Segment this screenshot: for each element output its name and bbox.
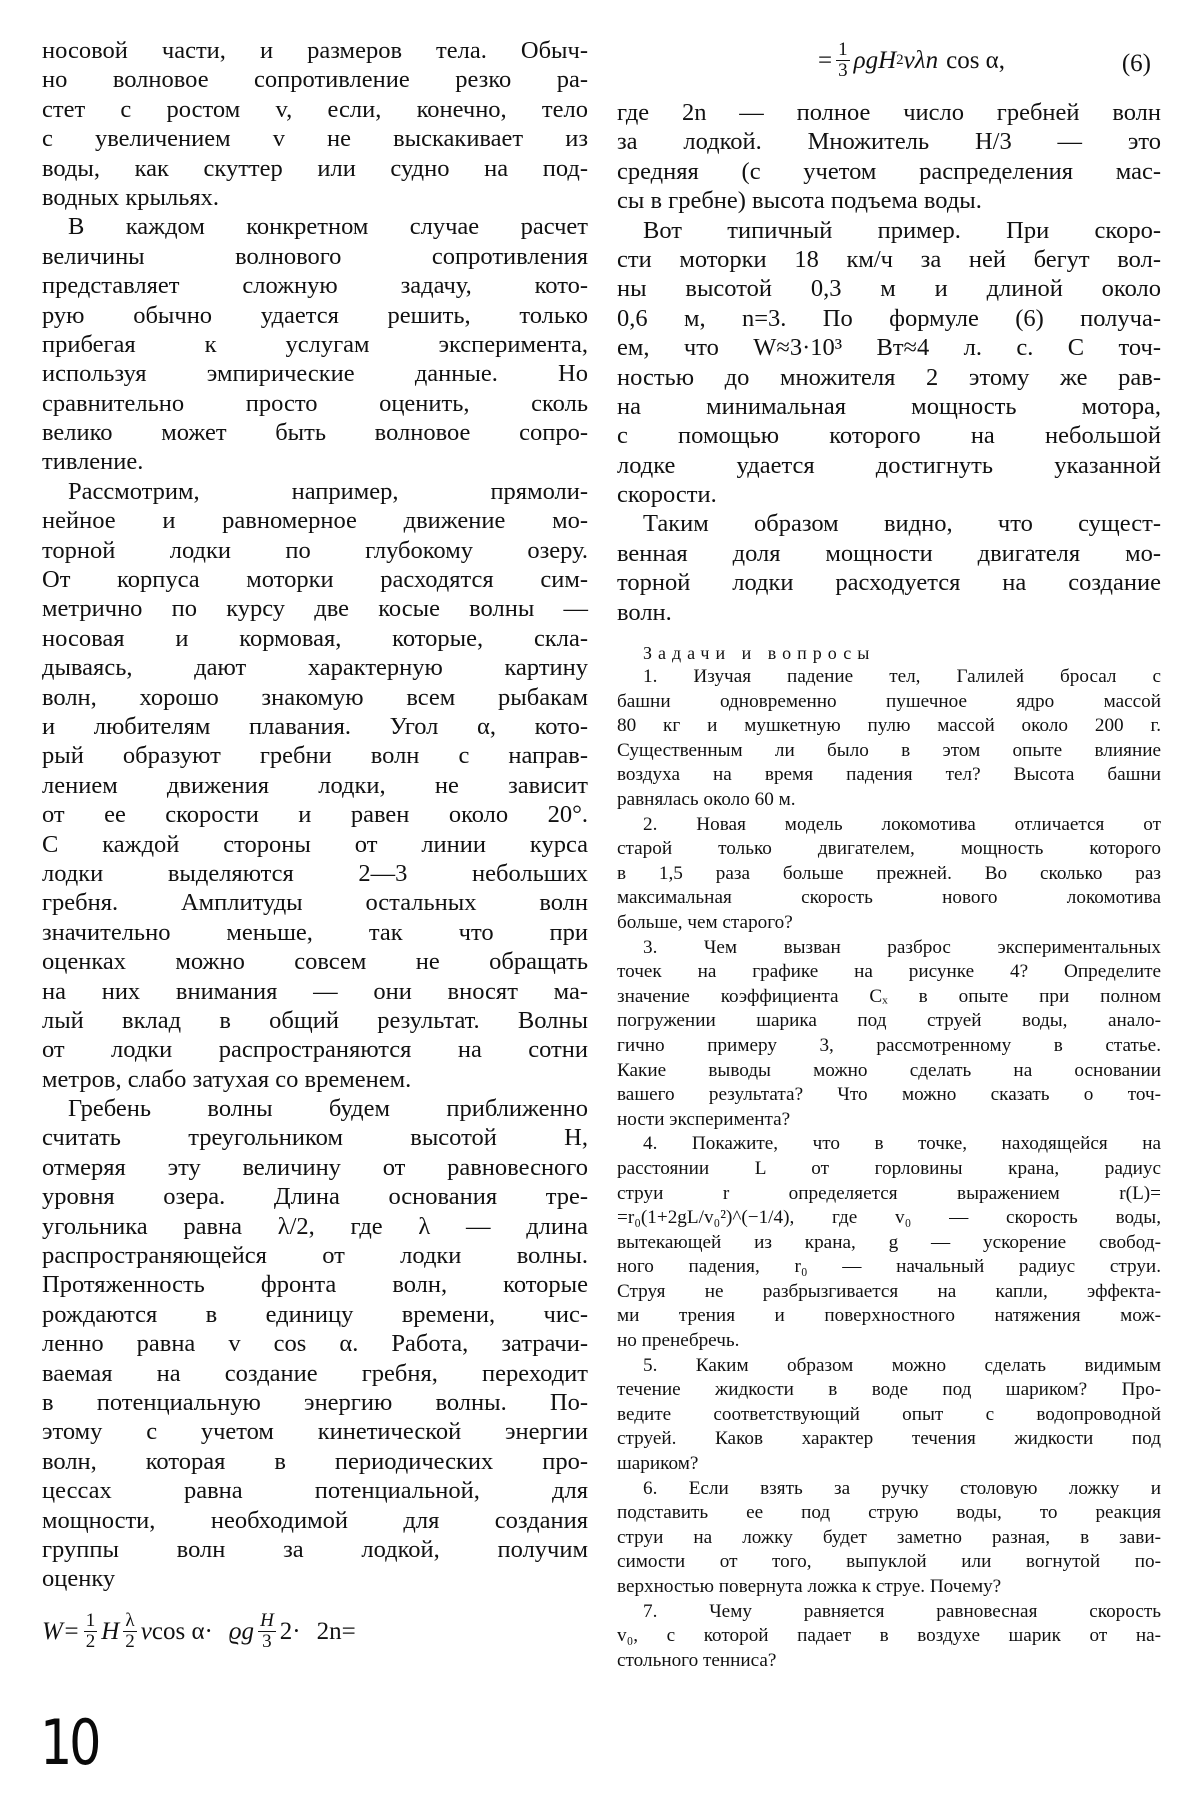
text-line: волн, хорошо знакомую всем рыбакам [42, 683, 588, 711]
task-line: струей. Каков характер течения жидкости под [617, 1428, 1161, 1450]
text-line: от лодки распространяются на сотни [42, 1036, 588, 1064]
text-line: воды, как скуттер или судно на под- [42, 154, 588, 182]
eq6-square: 2 [896, 52, 904, 68]
text-line: стет с ростом v, если, конечно, тело [42, 95, 588, 123]
task-item [617, 1477, 1161, 1600]
text-line: От корпуса моторки расходятся сим- [42, 566, 588, 594]
text-line: средняя (с учетом распределения мас- [617, 157, 1161, 185]
text-line: волн. [617, 598, 672, 626]
right-body-text [617, 98, 1161, 627]
paragraph [617, 98, 1161, 216]
task-line: струи r определяется выражением r(L)= [617, 1182, 1161, 1204]
task-line: значение коэффициента Cₓ в опыте при полном [617, 985, 1161, 1007]
text-line: оценках можно совсем не обращать [42, 948, 588, 976]
tasks-list [617, 665, 1161, 1673]
text-line: велико может быть волновое сопро- [42, 419, 588, 447]
text-line: рую обычно удается решить, только [42, 301, 588, 329]
text-line: метров, слабо затухая со временем. [42, 1065, 412, 1093]
text-line: используя эмпирические данные. Но [42, 360, 588, 388]
text-line: величины волнового сопротивления [42, 242, 588, 270]
text-line: рождаются в единицу времени, чис- [42, 1300, 588, 1328]
task-line: гично примеру 3, рассмотренному в статье. [617, 1034, 1161, 1056]
task-line: башни одновременно пушечное ядро массой [617, 690, 1161, 712]
task-line: =r₀(1+2gL/v₀²)^(−1/4), где v₀ — скорость воды, [617, 1207, 1161, 1229]
task-item [617, 1600, 1161, 1674]
tasks-heading: Задачи и вопросы [643, 643, 876, 664]
text-line: лодки выделяются 2—3 небольших [42, 859, 588, 887]
text-line: тивление. [42, 448, 144, 476]
task-line: 5. Каким образом можно сделать видимым [643, 1354, 1161, 1376]
task-line: максимальная скорость нового локомотива [617, 887, 1161, 909]
text-line: на минимальная мощность мотора, [617, 392, 1161, 420]
eq-cos-alpha: cos α· [151, 1617, 213, 1645]
page-number: 10 [40, 1706, 99, 1779]
task-item [617, 813, 1161, 936]
task-line: в 1,5 раза больше прежней. Во сколько раз [617, 862, 1161, 884]
text-line: гребня. Амплитуды остальных волн [42, 889, 588, 917]
paragraph [42, 477, 588, 1094]
equation-number: (6) [1121, 50, 1151, 77]
eq6-v-lambda-n: vλn [903, 46, 939, 74]
task-line: вашего результата? Что можно сказать о точ- [617, 1084, 1161, 1106]
text-line: дываясь, дают характерную картину [42, 654, 588, 682]
text-line: на них внимания — они вносят ма- [42, 977, 588, 1005]
text-line: лый вклад в общий результат. Волны [42, 1006, 588, 1034]
text-line: уровня озера. Длина основания тре- [42, 1183, 588, 1211]
task-line: стольного тенниса? [617, 1649, 777, 1671]
text-line: ностью до множителя 2 этому же рав- [617, 363, 1161, 391]
text-line: за лодкой. Множитель H/3 — это [617, 128, 1161, 156]
text-line: С каждой стороны от линии курса [42, 830, 588, 858]
eq-velocity: v [140, 1617, 152, 1645]
task-line: больше, чем старого? [617, 911, 793, 933]
text-line: в потенциальную энергию волны. По- [42, 1388, 588, 1416]
left-body-text [42, 36, 588, 1594]
paragraph [42, 212, 588, 477]
task-line: Какие выводы можно сделать на основании [617, 1059, 1161, 1081]
equation-6 [617, 36, 1161, 98]
right-column [617, 36, 1161, 1673]
text-line: водных крыльях. [42, 183, 220, 211]
text-line: венная доля мощности двигателя мо- [617, 539, 1161, 567]
task-line: 4. Покажите, что в точке, находящейся на [643, 1133, 1161, 1155]
task-line: v₀, с которой падает в воздухе шарик от на- [617, 1625, 1161, 1647]
text-line: этому с учетом кинетической энергии [42, 1418, 588, 1446]
text-line: 0,6 м, n=3. По формуле (6) получа- [617, 304, 1161, 332]
eq6-equals: = [818, 46, 833, 74]
text-line: метрично по курсу две косые волны — [42, 595, 588, 623]
text-line: от ее скорости и равен около 20°. [42, 801, 588, 829]
paragraph [42, 1094, 588, 1594]
text-line: ваемая на создание гребня, переходит [42, 1359, 588, 1387]
task-line: струи на ложку будет заметно разная, в зави- [617, 1526, 1161, 1548]
text-line: мощности, необходимой для создания [42, 1506, 588, 1534]
text-line: сти моторки 18 км/ч за ней бегут вол- [617, 245, 1161, 273]
task-line: 2. Новая модель локомотива отличается от [643, 813, 1161, 835]
task-line: вытекающей из крана, g — ускорение свобод- [617, 1231, 1161, 1253]
task-line: ного падения, r₀ — начальный радиус струи. [617, 1256, 1161, 1278]
task-line: равнялась около 60 м. [617, 789, 796, 810]
text-line: где 2n — полное число гребней волн [617, 99, 1161, 126]
eq-rho-g: ϱg [228, 1617, 255, 1645]
eq-fraction-lambda-half: $\frac{\lambda}{2}$ [125, 1610, 135, 1653]
left-column [42, 36, 588, 1662]
text-line: с увеличением v не выскакивает из [42, 125, 588, 153]
task-line: ности эксперимента? [617, 1108, 791, 1130]
text-line: распространяющейся от лодки волны. [42, 1242, 588, 1270]
task-line: точек на графике на рисунке 4? Определите [617, 961, 1161, 983]
power-estimate-equation [42, 1602, 588, 1662]
task-line: 1. Изучая падение тел, Галилей бросал с [643, 666, 1161, 688]
task-line: старой только двигателем, мощность которого [617, 838, 1161, 860]
eq-height-symbol: H [101, 1617, 120, 1645]
task-line: 3. Чем вызван разброс экспериментальных [643, 936, 1161, 958]
text-line: оценку [42, 1565, 116, 1593]
eq6-cos-alpha: cos α, [946, 46, 1006, 74]
task-item [617, 936, 1161, 1133]
task-line: симости от того, выпуклой или вогнутой по- [617, 1551, 1161, 1573]
task-line: но пренебречь. [617, 1330, 740, 1352]
task-line: ми трения и поверхностного натяжения мож- [617, 1305, 1161, 1327]
paragraph [617, 216, 1161, 510]
text-line: Гребень волны будем приближенно [68, 1095, 588, 1123]
task-line: погружении шарика под струей воды, анало- [617, 1010, 1161, 1032]
text-line: и любителям плавания. Угол α, кото- [42, 712, 588, 740]
task-item [617, 1354, 1161, 1477]
text-line: скорости. [617, 481, 717, 509]
task-line: Струя не разбрызгивается на капли, эффекта- [617, 1280, 1161, 1302]
text-line: Протяженность фронта волн, которые [42, 1271, 588, 1299]
text-line: носовой части, и размеров тела. Обыч- [42, 37, 588, 64]
text-line: носовая и кормовая, которые, скла- [42, 624, 588, 652]
text-line: прибегая к услугам эксперимента, [42, 330, 588, 358]
text-line: с помощью которого на небольшой [617, 422, 1161, 450]
eq-lhs: W= [42, 1617, 80, 1645]
text-line: нейное и равномерное движение мо- [42, 507, 588, 535]
text-line: но волновое сопротивление резко ра- [42, 66, 588, 94]
task-line: подставить ее под струю воды, то реакция [617, 1502, 1161, 1524]
task-item [617, 665, 1161, 813]
text-line: торной лодки расходуется на создание [617, 569, 1161, 597]
task-line: 80 кг и мушкетную пулю массой около 200 г. [617, 715, 1161, 737]
text-line: Таким образом видно, что сущест- [643, 510, 1161, 538]
eq-factor-two: 2· [279, 1617, 301, 1645]
text-line: сы в гребне) высота подъема воды. [617, 187, 982, 215]
text-line: ем, что W≈3·10³ Вт≈4 л. с. С точ- [617, 334, 1161, 362]
eq6-rho-g-h: ρgH [853, 46, 897, 74]
eq-fraction-h-third: $\frac{H}{3}$ [260, 1610, 274, 1653]
text-line: цессах равна потенциальной, для [42, 1477, 588, 1505]
paragraph [42, 36, 588, 212]
text-line: рый образуют гребни волн с направ- [42, 742, 588, 770]
text-line: Рассмотрим, например, прямоли- [68, 477, 588, 505]
text-line: ны высотой 0,3 м и длиной около [617, 275, 1161, 303]
text-line: группы волн за лодкой, получим [42, 1535, 588, 1563]
text-line: угольника равна λ/2, где λ — длина [42, 1212, 588, 1240]
task-line: 7. Чему равняется равновесная скорость [643, 1600, 1161, 1622]
task-line: 6. Если взять за ручку столовую ложку и [643, 1477, 1161, 1499]
eq-two-n: 2n= [316, 1617, 356, 1645]
text-line: ленно равна v cos α. Работа, затрачи- [42, 1330, 588, 1358]
text-line: считать треугольником высотой H, [42, 1124, 588, 1152]
task-line: шариком? [617, 1453, 699, 1475]
text-line: значительно меньше, так что при [42, 918, 588, 946]
text-line: В каждом конкретном случае расчет [68, 213, 588, 241]
text-line: Вот типичный пример. При скоро- [643, 216, 1161, 244]
text-line: сравнительно просто оценить, сколь [42, 389, 588, 417]
text-line: лением движения лодки, не зависит [42, 771, 588, 799]
eq-fraction-half: $\frac{1}{2}$ [85, 1610, 96, 1653]
text-line: торной лодки по глубокому озеру. [42, 536, 588, 564]
text-line: лодке удается достигнуть указанной [617, 451, 1161, 479]
task-line: верхностью повернута ложка к струе. Почему? [617, 1576, 1002, 1597]
task-line: ведите соответствующий опыт с водопроводной [617, 1403, 1161, 1425]
eq6-fraction-third: $\frac{1}{3}$ [838, 39, 848, 81]
task-line: расстоянии L от горловины крана, радиус [617, 1157, 1161, 1179]
task-line: воздуха на время падения тел? Высота башни [617, 764, 1161, 786]
paragraph [617, 509, 1161, 627]
task-item [617, 1132, 1161, 1353]
task-line: течение жидкости в воде под шариком? Про- [617, 1379, 1161, 1401]
text-line: волн, которая в периодических про- [42, 1447, 588, 1475]
task-line: Существенным ли было в этом опыте влияние [617, 739, 1161, 761]
text-line: отмеряя эту величину от равновесного [42, 1153, 588, 1181]
text-line: представляет сложную задачу, кото- [42, 272, 588, 300]
